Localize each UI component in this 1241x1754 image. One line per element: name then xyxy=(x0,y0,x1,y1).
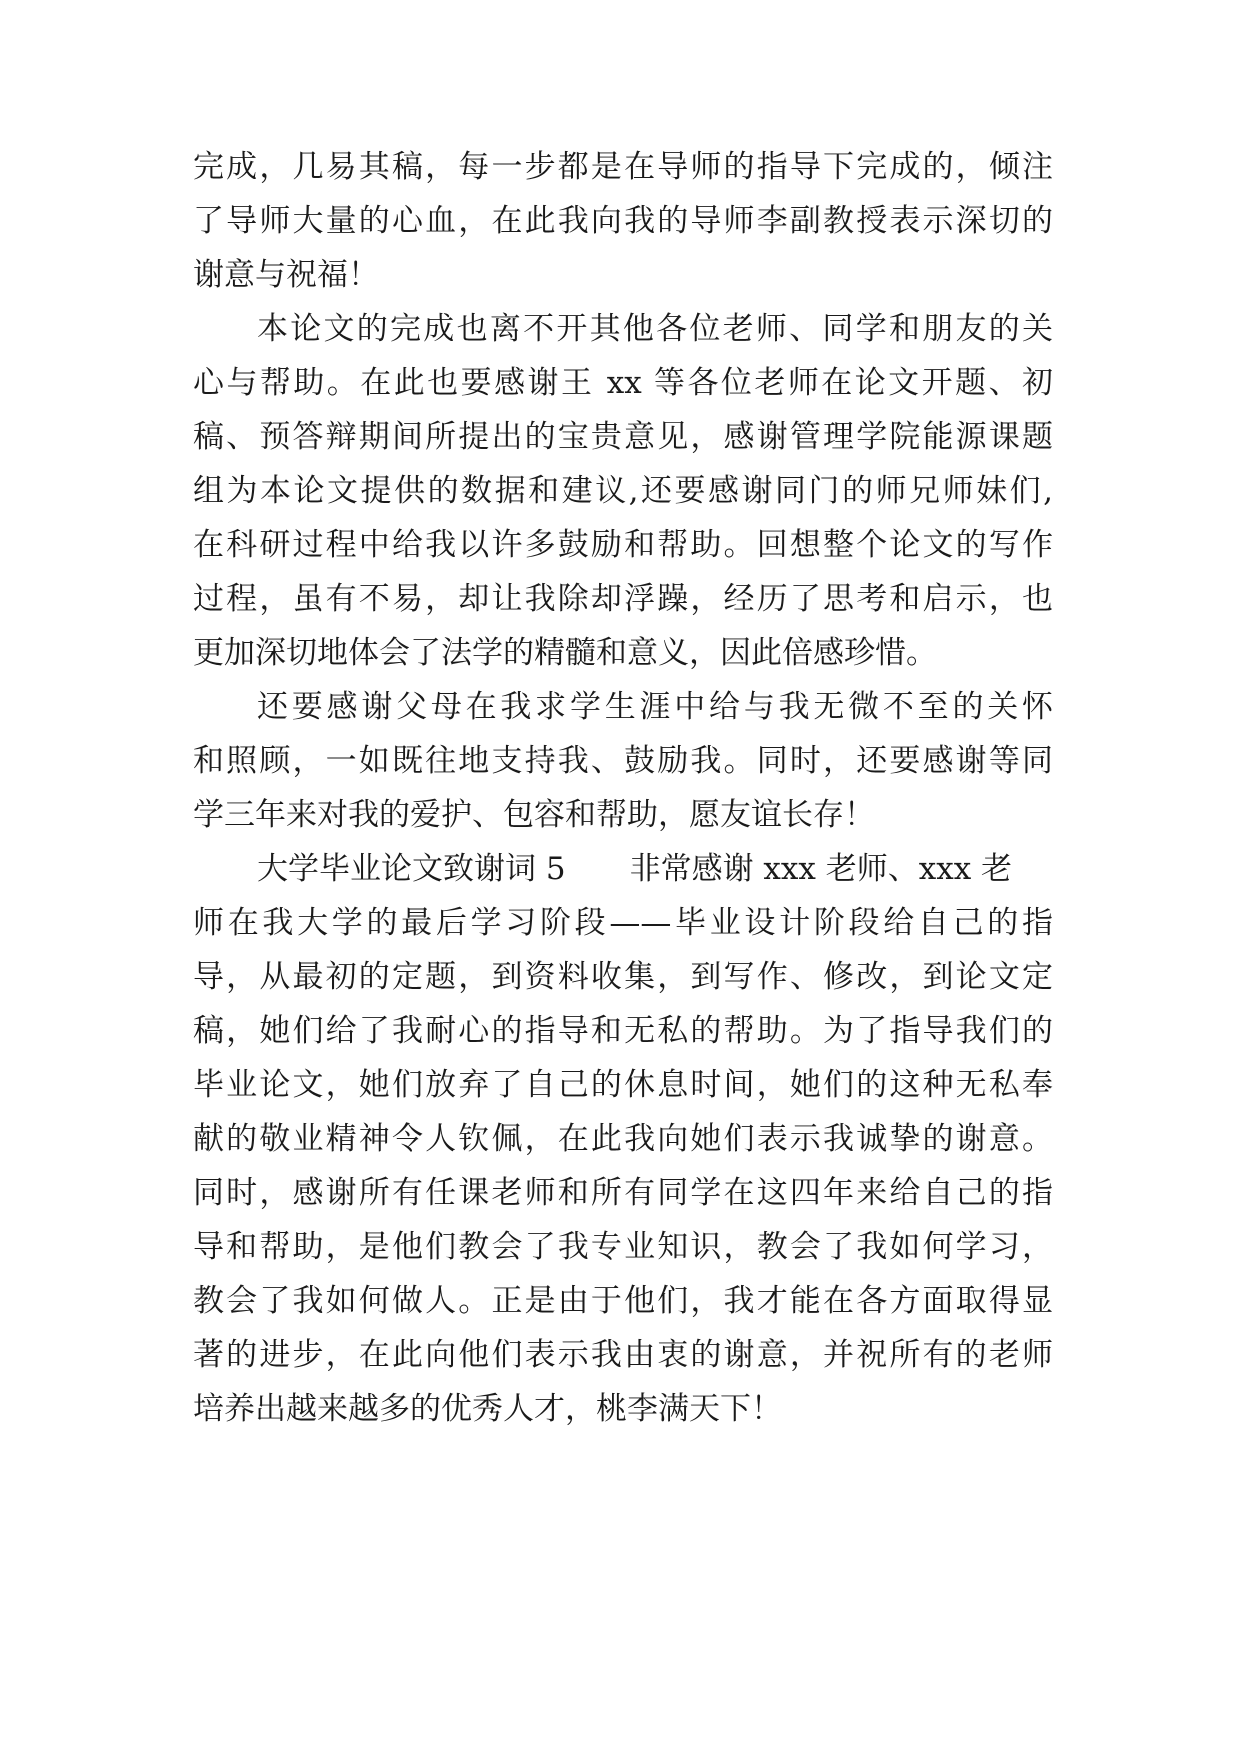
text-line: 献的敬业精神令人钦佩，在此我向她们表示我诚挚的谢意。 xyxy=(193,1121,1053,1157)
text-line: 著的进步，在此向他们表示我由衷的谢意，并祝所有的老师 xyxy=(193,1337,1053,1373)
section-heading: 大学毕业论文致谢词 5 xyxy=(257,851,566,887)
section-heading-line xyxy=(257,839,1053,899)
text-line: 培养出越来越多的优秀人才，桃李满天下！ xyxy=(193,1391,782,1427)
text-line: 本论文的完成也离不开其他各位老师、同学和朋友的关 xyxy=(257,311,1053,347)
text-line: 导和帮助，是他们教会了我专业知识，教会了我如何学习， xyxy=(193,1229,1053,1265)
text-line: 谢意与祝福！ xyxy=(193,257,379,293)
text-line: 毕业论文，她们放弃了自己的休息时间，她们的这种无私奉 xyxy=(193,1067,1053,1103)
text-line: 学三年来对我的爱护、包容和帮助，愿友谊长存！ xyxy=(193,797,875,833)
text-line: 更加深切地体会了法学的精髓和意义，因此倍感珍惜。 xyxy=(193,635,937,671)
text-line: 在科研过程中给我以许多鼓励和帮助。回想整个论文的写作 xyxy=(193,527,1053,563)
text-line-start: 非常感谢 xxx 老师、xxx 老 xyxy=(629,851,1013,887)
text-line: 过程，虽有不易，却让我除却浮躁，经历了思考和启示，也 xyxy=(193,581,1053,617)
text-line: 了导师大量的心血，在此我向我的导师李副教授表示深切的 xyxy=(193,203,1053,239)
text-line: 同时，感谢所有任课老师和所有同学在这四年来给自己的指 xyxy=(193,1175,1053,1211)
text-line: 稿，她们给了我耐心的指导和无私的帮助。为了指导我们的 xyxy=(193,1013,1053,1049)
text-line: 稿、预答辩期间所提出的宝贵意见，感谢管理学院能源课题 xyxy=(193,419,1053,455)
text-line: 还要感谢父母在我求学生涯中给与我无微不至的关怀 xyxy=(257,689,1053,725)
text-line: 师在我大学的最后学习阶段——毕业设计阶段给自己的指 xyxy=(193,905,1053,941)
text-line: 和照顾，一如既往地支持我、鼓励我。同时，还要感谢等同 xyxy=(193,743,1053,779)
text-line: 导，从最初的定题，到资料收集，到写作、修改，到论文定 xyxy=(193,959,1053,995)
text-line: 组为本论文提供的数据和建议,还要感谢同门的师兄师妹们, xyxy=(193,473,1053,509)
text-line: 心与帮助。在此也要感谢王 xx 等各位老师在论文开题、初 xyxy=(193,365,1053,401)
text-line: 教会了我如何做人。正是由于他们，我才能在各方面取得显 xyxy=(193,1283,1053,1319)
text-line: 完成，几易其稿，每一步都是在导师的指导下完成的，倾注 xyxy=(193,149,1053,185)
